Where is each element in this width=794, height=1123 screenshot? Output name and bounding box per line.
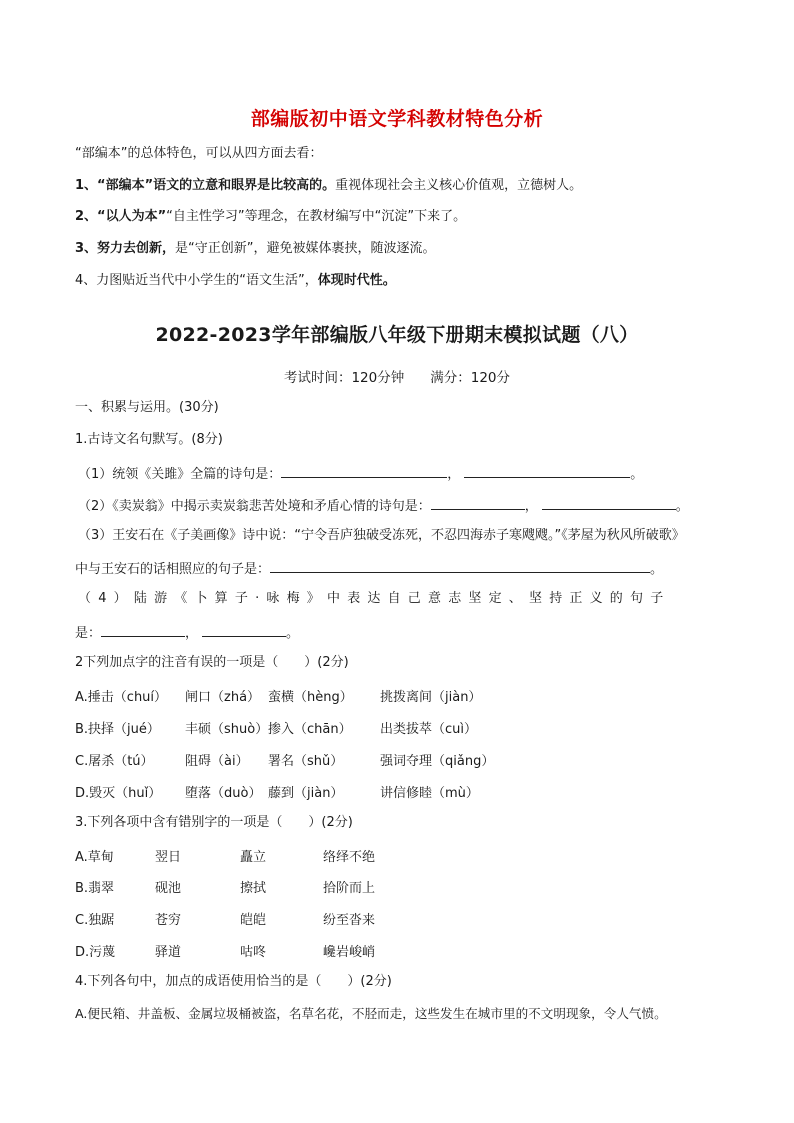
answer-blank[interactable] (101, 622, 185, 637)
exam-title: 2022-2023学年部编版八年级下册期末模拟试题（八） (155, 324, 639, 346)
feature-point-3 (75, 240, 436, 258)
q1-p1-end: 。 (630, 467, 644, 482)
q1-p3-prompt: 中与王安石的话相照应的句子是： (75, 562, 271, 577)
feature-point-2-bold: 2、“以人为本” (75, 209, 167, 224)
question-3-stem: 3.下列各项中含有错别字的一项是（ ）(2分) (75, 815, 353, 830)
feature-point-2 (75, 208, 466, 226)
q2-option-d-3: 藤到（jiàn） (268, 786, 344, 801)
q3-option-d-3: 咕咚 (240, 945, 267, 960)
feature-point-4-text: 4、力图贴近当代中小学生的“语文生活”， (75, 273, 318, 288)
feature-point-2-text: “自主性学习”等理念，在教材编写中“沉淀”下来了。 (166, 209, 467, 224)
q3-option-a-1: A.草甸 (75, 850, 114, 865)
question-1-part-1 (78, 463, 643, 484)
answer-blank[interactable] (270, 558, 650, 573)
q2-option-a-1: A.捶击（chuí） (75, 690, 168, 705)
q1-p1-sep: ， (447, 467, 461, 482)
q3-option-a-3: 矗立 (240, 850, 267, 865)
q2-option-b-4: 出类拔萃（cuì） (380, 722, 477, 737)
q3-option-b-3: 擦拭 (240, 881, 267, 896)
feature-point-1-text: 重视体现社会主义核心价值观，立德树人。 (335, 178, 583, 193)
q2-option-c-1: C.屠杀（tú） (75, 754, 154, 769)
q2-option-c-4: 强词夺理（qiǎng） (380, 754, 495, 769)
exam-info (0, 366, 794, 386)
question-1-stem: 1.古诗文名句默写。(8分) (75, 432, 223, 447)
question-4-stem: 4.下列各句中，加点的成语使用恰当的是（ ）(2分) (75, 974, 392, 989)
q2-option-d-2: 堕落（duò） (185, 786, 262, 801)
q2-option-b-1: B.抉择（jué） (75, 722, 160, 737)
q2-option-a-4: 挑拨离间（jiàn） (380, 690, 482, 705)
q2-option-b-3: 掺入（chān） (268, 722, 352, 737)
section-heading: 一、积累与运用。(30分) (75, 400, 219, 415)
q2-option-a-2: 闸口（zhá） (185, 690, 261, 705)
question-1-part-3b (75, 558, 663, 579)
q3-option-c-1: C.独踞 (75, 913, 115, 928)
q3-option-b-1: B.翡翠 (75, 881, 115, 896)
q2-option-d-4: 讲信修睦（mù） (380, 786, 479, 801)
q3-option-d-2: 驿道 (155, 945, 182, 960)
intro-text: “部编本”的总体特色，可以从四方面去看： (75, 146, 323, 161)
feature-point-3-bold: 3、努力去创新， (75, 241, 176, 256)
q3-option-d-4: 巉岩峻峭 (323, 945, 376, 960)
feature-point-4-bold: 体现时代性。 (317, 273, 396, 288)
q1-p4-sep: ， (185, 626, 199, 641)
q2-option-c-2: 阻碍（ài） (185, 754, 249, 769)
header-title: 部编版初中语文学科教材特色分析 (250, 108, 544, 130)
q3-option-b-4: 拾阶而上 (323, 881, 376, 896)
exam-score: 满分：120分 (430, 370, 511, 386)
q2-option-b-2: 丰硕（shuò） (185, 722, 269, 737)
q1-p2-sep: ， (524, 499, 538, 514)
exam-time: 考试时间：120分钟 (283, 370, 405, 386)
q3-option-c-4: 纷至沓来 (323, 913, 376, 928)
q1-p2-prompt: （2）《卖炭翁》中揭示卖炭翁悲苦处境和矛盾心情的诗句是： (78, 499, 431, 514)
question-1-part-4a: （4）陆游《卜算子·咏梅》中表达自己意志坚定、坚持正义的句子 (78, 591, 671, 606)
answer-blank[interactable] (202, 622, 286, 637)
q3-option-b-2: 砚池 (155, 881, 182, 896)
answer-blank[interactable] (464, 463, 630, 478)
feature-point-1-bold: 1、“部编本”语文的立意和眼界是比较高的。 (75, 178, 336, 193)
q1-p4-prompt: 是： (75, 626, 102, 641)
answer-blank[interactable] (431, 495, 525, 510)
q1-p2-end: 。 (675, 499, 689, 514)
answer-blank[interactable] (542, 495, 676, 510)
q1-p3-end: 。 (650, 562, 664, 577)
question-1-part-2 (78, 495, 689, 516)
question-1-part-3a: （3）王安石在《子美画像》诗中说：“宁令吾庐独破受冻死，不忍四海赤子寒飕飕。”《茅屋为秋风所破歌》 (78, 528, 685, 543)
question-4-option-a: A.便民箱、井盖板、金属垃圾桶被盗，名草名花，不胫而走，这些发生在城市里的不文明现象，令人气愤。 (75, 1006, 667, 1021)
feature-point-3-text: 是“守正创新”，避免被媒体裹挟，随波逐流。 (175, 241, 436, 256)
q1-p1-prompt: （1）统领《关雎》全篇的诗句是： (78, 467, 282, 482)
q2-option-a-3: 蛮横（hèng） (268, 690, 353, 705)
question-2-stem: 2下列加点字的注音有误的一项是（ ）(2分) (75, 655, 349, 670)
answer-blank[interactable] (281, 463, 447, 478)
q2-option-d-1: D.毁灭（huǐ） (75, 786, 162, 801)
q1-p4-end: 。 (286, 626, 300, 641)
feature-point-1 (75, 177, 582, 195)
q3-option-c-3: 皑皑 (240, 913, 267, 928)
q3-option-a-2: 翌日 (155, 850, 182, 865)
q3-option-a-4: 络绎不绝 (323, 850, 376, 865)
q3-option-d-1: D.污蔑 (75, 945, 116, 960)
feature-point-4 (75, 272, 396, 290)
q2-option-c-3: 署名（shǔ） (268, 754, 344, 769)
question-1-part-4b (75, 622, 299, 643)
q3-option-c-2: 苍穷 (155, 913, 182, 928)
